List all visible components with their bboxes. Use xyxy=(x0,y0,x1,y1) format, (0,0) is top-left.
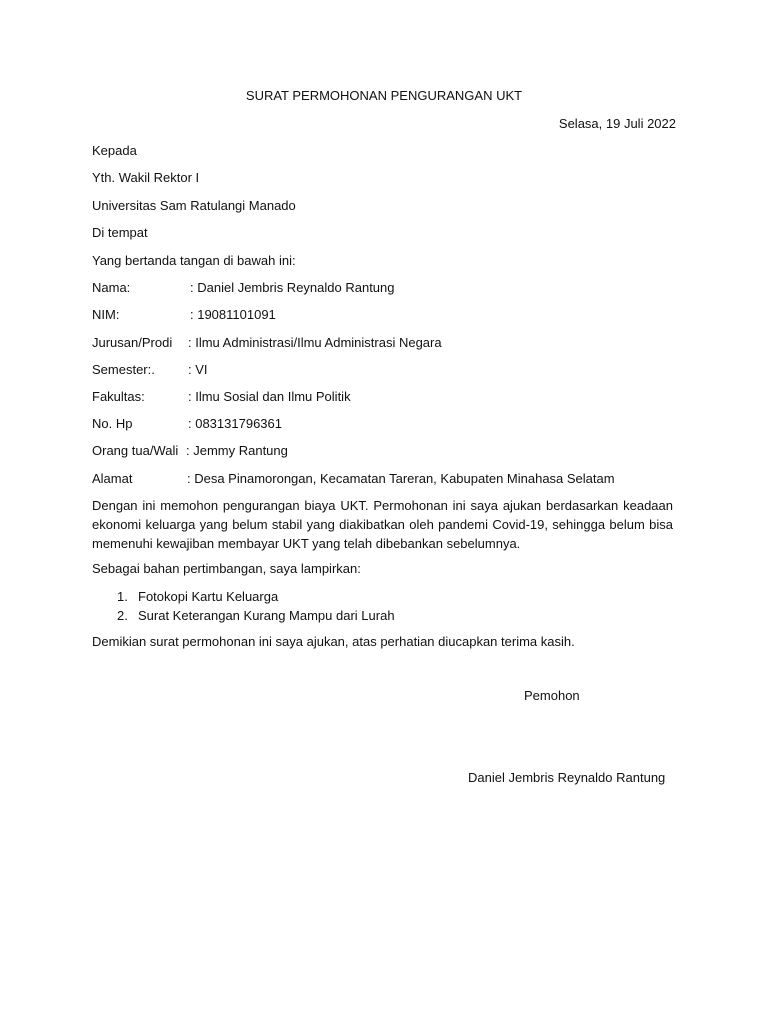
recipient-line: Kepada xyxy=(92,143,137,158)
field-value: : 083131796361 xyxy=(188,416,282,431)
field-value: : Ilmu Administrasi/Ilmu Administrasi Negara xyxy=(188,335,442,350)
list-item-number: 2. xyxy=(117,608,128,623)
field-value: : Desa Pinamorongan, Kecamatan Tareran, Kabupaten Minahasa Selatam xyxy=(187,471,615,486)
signature-label: Pemohon xyxy=(524,688,580,703)
field-value: : Daniel Jembris Reynaldo Rantung xyxy=(190,280,395,295)
letter-title: SURAT PERMOHONAN PENGURANGAN UKT xyxy=(245,88,523,103)
list-item xyxy=(117,606,395,625)
attachments-intro: Sebagai bahan pertimbangan, saya lampirkan: xyxy=(92,561,361,576)
intro-text: Yang bertanda tangan di bawah ini: xyxy=(92,253,296,268)
attachments-list xyxy=(117,587,395,625)
field-value: : Jemmy Rantung xyxy=(186,443,288,458)
field-label: Fakultas: xyxy=(92,389,145,404)
closing-text: Demikian surat permohonan ini saya ajukan, atas perhatian diucapkan terima kasih. xyxy=(92,634,575,649)
field-value: : Ilmu Sosial dan Ilmu Politik xyxy=(188,389,351,404)
recipient-line: Universitas Sam Ratulangi Manado xyxy=(92,198,296,213)
list-item-text: Surat Keterangan Kurang Mampu dari Lurah xyxy=(138,608,395,623)
field-label: Nama: xyxy=(92,280,131,295)
field-value: : 19081101091 xyxy=(190,307,276,322)
list-item-number: 1. xyxy=(117,589,128,604)
field-label: Jurusan/Prodi xyxy=(92,335,173,350)
letter-date: Selasa, 19 Juli 2022 xyxy=(558,116,676,131)
body-paragraph: Dengan ini memohon pengurangan biaya UKT. Permohonan ini saya ajukan berdasarkan keadaan ekonomi keluarga yang belum stabil yang diakibatkan oleh pandemi Covid-19, sehingga belum bisa memenuhi kewajiban membayar UKT yang telah dibebankan sebelumnya. xyxy=(92,498,673,551)
field-label: Semester:. xyxy=(92,362,155,377)
recipient-line: Yth. Wakil Rektor I xyxy=(92,170,200,185)
list-item xyxy=(117,587,395,606)
field-label: No. Hp xyxy=(92,416,133,431)
field-value: : VI xyxy=(188,362,208,377)
list-item-text: Fotokopi Kartu Keluarga xyxy=(138,589,279,604)
recipient-line: Di tempat xyxy=(92,225,148,240)
field-label: Alamat xyxy=(92,471,133,486)
field-label: NIM: xyxy=(92,307,120,322)
signature-name: Daniel Jembris Reynaldo Rantung xyxy=(468,770,666,785)
field-label: Orang tua/Wali xyxy=(92,443,179,458)
